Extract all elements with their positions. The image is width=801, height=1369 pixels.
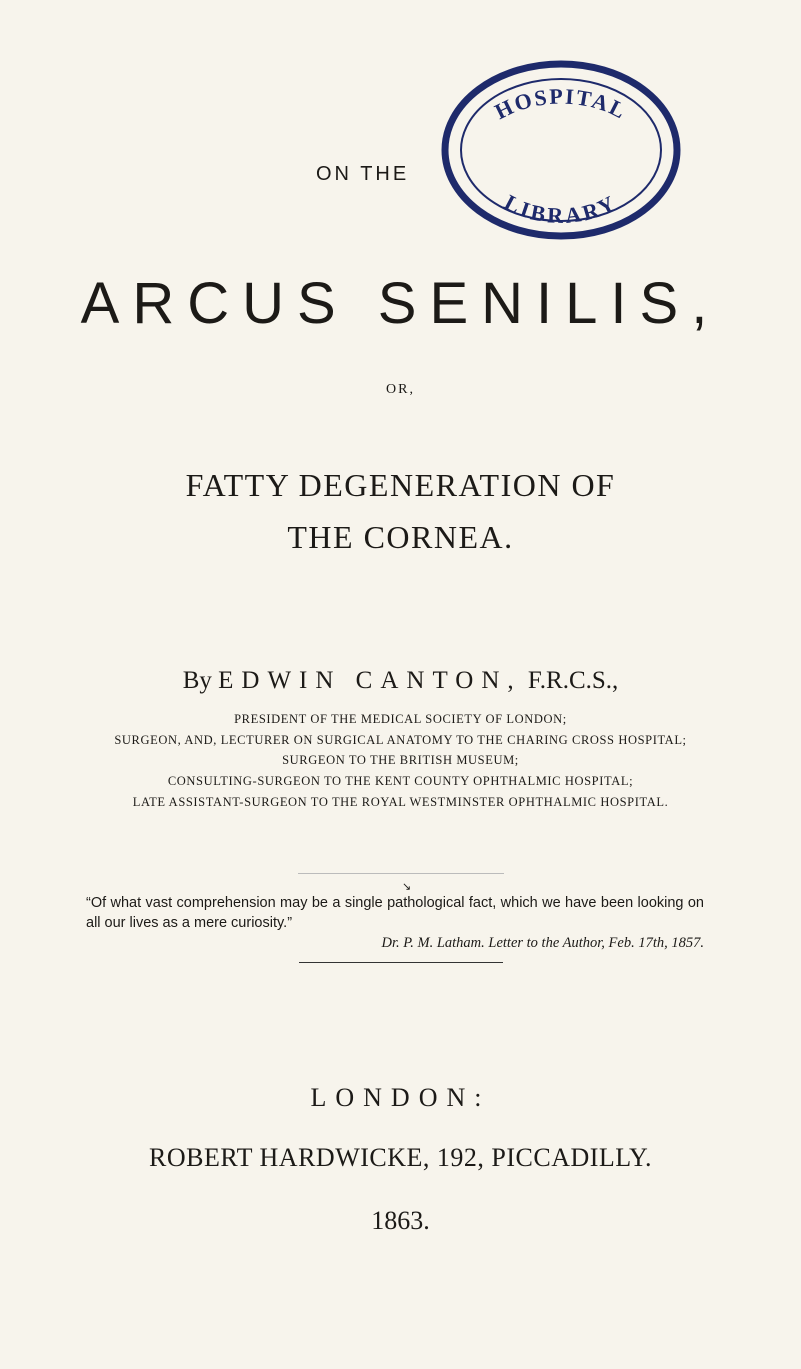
author-name: EDWIN CANTON, bbox=[218, 667, 522, 694]
credential-line: LATE ASSISTANT-SURGEON TO THE ROYAL WESTMINSTER OPHTHALMIC HOSPITAL. bbox=[132, 795, 669, 809]
svg-text:LIBRARY: LIBRARY bbox=[500, 189, 622, 229]
library-stamp-icon bbox=[437, 56, 685, 244]
imprint-year: 1863. bbox=[371, 1206, 430, 1235]
epigraph-citation: Dr. P. M. Latham. Letter to the Author, Feb. 17th, 1857. bbox=[381, 935, 704, 951]
imprint-city: LONDON: bbox=[310, 1083, 491, 1112]
or-label: OR, bbox=[386, 382, 415, 397]
divider-rule bbox=[298, 873, 504, 874]
imprint-publisher: ROBERT HARDWICKE, 192, PICCADILLY. bbox=[148, 1143, 652, 1172]
credential-line: CONSULTING-SURGEON TO THE KENT COUNTY OPHTHALMIC HOSPITAL; bbox=[167, 774, 634, 788]
credential-line: PRESIDENT OF THE MEDICAL SOCIETY OF LONDON; bbox=[234, 712, 567, 726]
author-degrees: F.R.C.S., bbox=[527, 667, 619, 694]
by-label: By bbox=[182, 667, 212, 694]
main-title: ARCUS SENILIS, bbox=[80, 271, 721, 336]
author-line bbox=[0, 667, 801, 695]
on-the-label: ON THE bbox=[316, 163, 410, 185]
credential-line: SURGEON TO THE BRITISH MUSEUM; bbox=[282, 753, 519, 767]
epigraph-quote: “Of what vast comprehension may be a single pathological fact, which we have been looking on all our lives as a mere curiosity.” bbox=[86, 895, 704, 931]
subtitle-line-2: THE CORNEA. bbox=[287, 519, 514, 555]
credential-line: SURGEON, AND, LECTURER ON SURGICAL ANATOMY TO THE CHARING CROSS HOSPITAL; bbox=[114, 733, 687, 747]
printer-mark-icon: ↘ bbox=[402, 881, 412, 893]
divider-rule bbox=[299, 962, 503, 963]
svg-text:HOSPITAL: HOSPITAL bbox=[490, 83, 632, 125]
subtitle-line-1: FATTY DEGENERATION OF bbox=[185, 467, 616, 503]
